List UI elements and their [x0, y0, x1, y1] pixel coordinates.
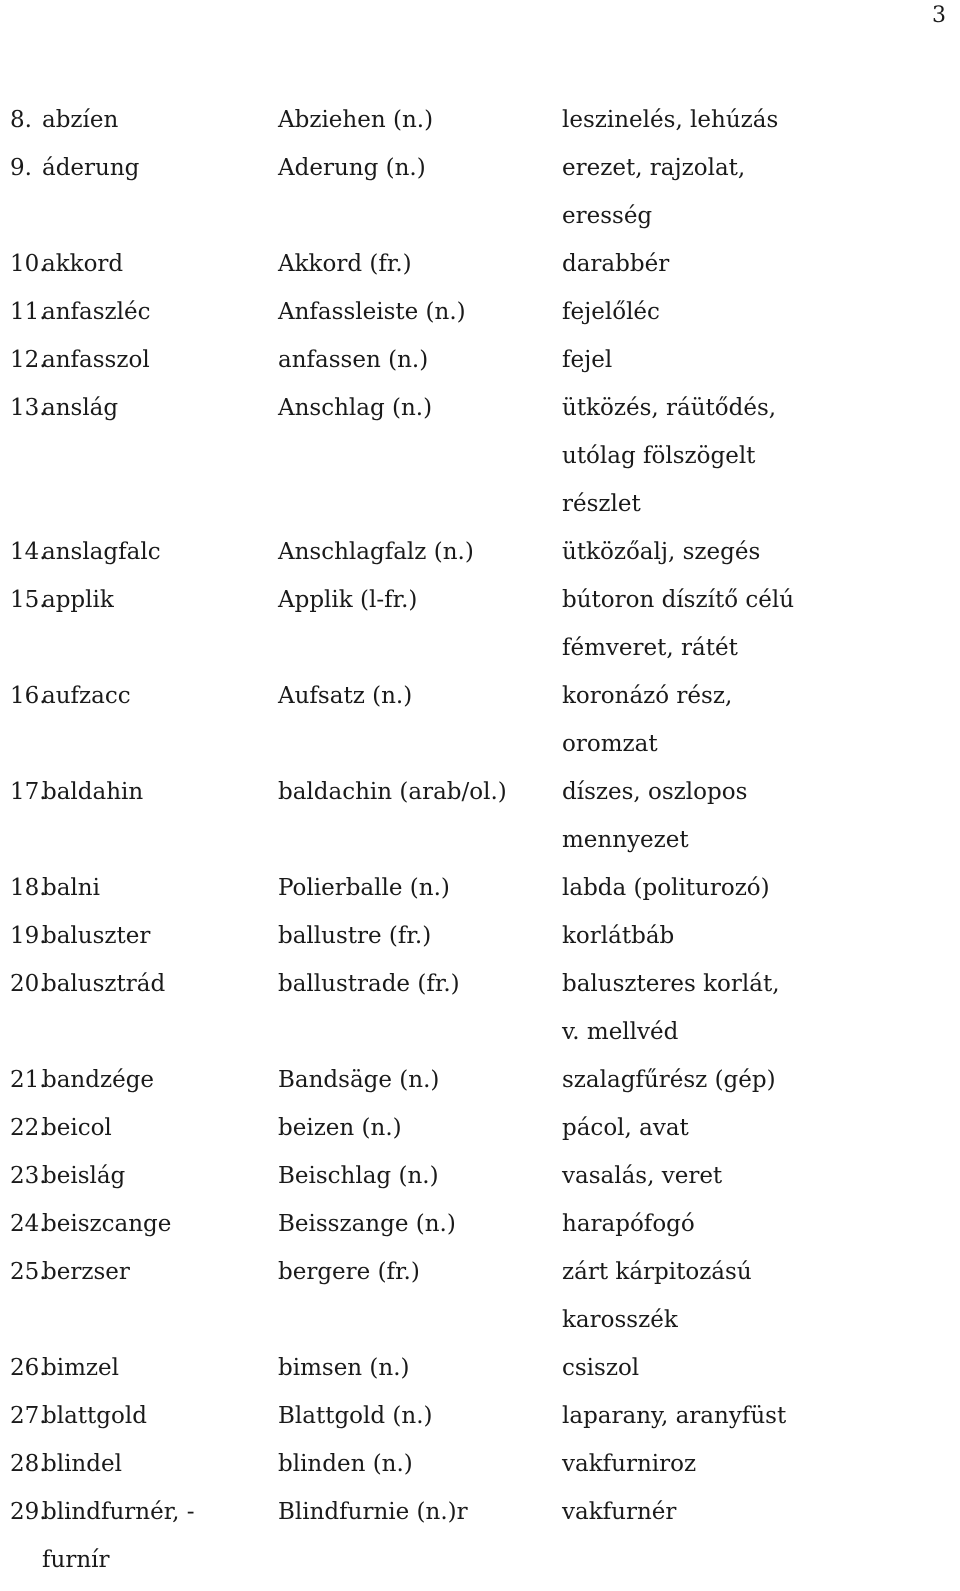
glossary-entry — [0, 1200, 960, 1248]
entry-term: blindfurnér, - — [42, 1499, 195, 1525]
entry-origin: Blattgold (n.) — [278, 1403, 433, 1429]
glossary-entry-continuation — [0, 432, 960, 480]
entry-number: 23. — [10, 1163, 47, 1189]
glossary-list — [0, 96, 960, 1584]
entry-origin: Anfassleiste (n.) — [278, 299, 466, 325]
entry-meaning: karosszék — [562, 1307, 678, 1333]
entry-number: 17. — [10, 779, 47, 805]
entry-meaning: labda (politurozó) — [562, 875, 770, 901]
entry-term: anfasszol — [42, 347, 150, 373]
entry-origin: bimsen (n.) — [278, 1355, 410, 1381]
entry-number: 10. — [10, 251, 47, 277]
entry-meaning: eresség — [562, 203, 653, 229]
glossary-entry-continuation — [0, 480, 960, 528]
glossary-entry — [0, 672, 960, 720]
entry-number: 28. — [10, 1451, 47, 1477]
entry-term: akkord — [42, 251, 124, 277]
glossary-entry — [0, 1104, 960, 1152]
entry-meaning: ütközőalj, szegés — [562, 539, 761, 565]
entry-term: baluszter — [42, 923, 151, 949]
entry-origin: Beisszange (n.) — [278, 1211, 456, 1237]
entry-meaning: szalagfűrész (gép) — [562, 1067, 776, 1093]
entry-meaning: leszinelés, lehúzás — [562, 107, 779, 133]
entry-meaning: pácol, avat — [562, 1115, 689, 1141]
entry-term: áderung — [42, 155, 140, 181]
entry-term: blattgold — [42, 1403, 147, 1429]
entry-number: 14. — [10, 539, 47, 565]
glossary-entry — [0, 1344, 960, 1392]
entry-meaning: laparany, aranyfüst — [562, 1403, 787, 1429]
glossary-entry — [0, 960, 960, 1008]
glossary-entry-continuation — [0, 1296, 960, 1344]
entry-number: 19. — [10, 923, 47, 949]
entry-meaning: vakfurniroz — [562, 1451, 697, 1477]
glossary-entry — [0, 576, 960, 624]
entry-origin: Polierballe (n.) — [278, 875, 450, 901]
entry-meaning: zárt kárpitozású — [562, 1259, 752, 1285]
entry-meaning: baluszteres korlát, — [562, 971, 780, 997]
entry-number: 27. — [10, 1403, 47, 1429]
glossary-entry — [0, 384, 960, 432]
page-number: 3 — [932, 3, 946, 28]
entry-term: anslagfalc — [42, 539, 161, 565]
entry-term: beislág — [42, 1163, 126, 1189]
entry-meaning: korlátbáb — [562, 923, 675, 949]
glossary-entry-continuation — [0, 1536, 960, 1584]
entry-number: 11. — [10, 299, 47, 325]
entry-origin: ballustre (fr.) — [278, 923, 432, 949]
entry-number: 25. — [10, 1259, 47, 1285]
entry-meaning: harapófogó — [562, 1211, 695, 1237]
entry-origin: Akkord (fr.) — [278, 251, 412, 277]
glossary-entry — [0, 1488, 960, 1536]
glossary-entry — [0, 240, 960, 288]
glossary-entry — [0, 1248, 960, 1296]
entry-number: 18. — [10, 875, 47, 901]
entry-term: balusztrád — [42, 971, 166, 997]
glossary-entry — [0, 768, 960, 816]
entry-meaning: fejelőléc — [562, 299, 660, 325]
entry-number: 16. — [10, 683, 47, 709]
entry-meaning: fejel — [562, 347, 613, 373]
entry-term: abzíen — [42, 107, 119, 133]
glossary-entry-continuation — [0, 1008, 960, 1056]
entry-meaning: v. mellvéd — [562, 1019, 679, 1045]
entry-term: berzser — [42, 1259, 130, 1285]
entry-meaning: vakfurnér — [562, 1499, 677, 1525]
entry-term: aufzacc — [42, 683, 131, 709]
entry-origin: Applik (l-fr.) — [278, 587, 418, 613]
entry-origin: Abziehen (n.) — [278, 107, 434, 133]
glossary-entry — [0, 288, 960, 336]
entry-number: 24. — [10, 1211, 47, 1237]
entry-meaning: mennyezet — [562, 827, 689, 853]
entry-number: 29. — [10, 1499, 47, 1525]
entry-meaning: ütközés, ráütődés, — [562, 395, 777, 421]
entry-meaning: darabbér — [562, 251, 670, 277]
entry-term: furnír — [42, 1547, 110, 1573]
entry-origin: Aufsatz (n.) — [278, 683, 413, 709]
glossary-entry-continuation — [0, 816, 960, 864]
entry-number: 20. — [10, 971, 47, 997]
entry-term: beiszcange — [42, 1211, 172, 1237]
entry-term: bimzel — [42, 1355, 119, 1381]
entry-meaning: csiszol — [562, 1355, 640, 1381]
entry-origin: blinden (n.) — [278, 1451, 413, 1477]
entry-meaning: erezet, rajzolat, — [562, 155, 746, 181]
entry-term: anfaszléc — [42, 299, 151, 325]
entry-number: 15. — [10, 587, 47, 613]
glossary-entry — [0, 1056, 960, 1104]
entry-number: 21. — [10, 1067, 47, 1093]
glossary-entry — [0, 96, 960, 144]
entry-origin: bergere (fr.) — [278, 1259, 420, 1285]
entry-number: 13. — [10, 395, 47, 421]
glossary-entry — [0, 1392, 960, 1440]
entry-origin: Bandsäge (n.) — [278, 1067, 440, 1093]
entry-term: balni — [42, 875, 100, 901]
entry-number: 12. — [10, 347, 47, 373]
entry-meaning: oromzat — [562, 731, 658, 757]
entry-origin: Anschlagfalz (n.) — [278, 539, 474, 565]
entry-meaning: koronázó rész, — [562, 683, 733, 709]
entry-number: 26. — [10, 1355, 47, 1381]
entry-origin: Beischlag (n.) — [278, 1163, 439, 1189]
glossary-entry-continuation — [0, 192, 960, 240]
entry-term: blindel — [42, 1451, 122, 1477]
glossary-entry-continuation — [0, 720, 960, 768]
entry-number: 22. — [10, 1115, 47, 1141]
entry-term: beicol — [42, 1115, 112, 1141]
entry-meaning: bútoron díszítő célú — [562, 587, 795, 613]
entry-term: applik — [42, 587, 114, 613]
entry-origin: anfassen (n.) — [278, 347, 429, 373]
entry-meaning: utólag fölszögelt — [562, 443, 756, 469]
entry-meaning: díszes, oszlopos — [562, 779, 748, 805]
entry-origin: baldachin (arab/ol.) — [278, 779, 507, 805]
entry-term: baldahin — [42, 779, 144, 805]
entry-meaning: fémveret, rátét — [562, 635, 738, 661]
entry-number: 9. — [10, 155, 32, 181]
glossary-entry — [0, 864, 960, 912]
glossary-entry-continuation — [0, 624, 960, 672]
glossary-entry — [0, 528, 960, 576]
glossary-entry — [0, 1152, 960, 1200]
glossary-entry — [0, 1440, 960, 1488]
glossary-entry — [0, 912, 960, 960]
entry-meaning: vasalás, veret — [562, 1163, 723, 1189]
entry-number: 8. — [10, 107, 32, 133]
glossary-entry — [0, 144, 960, 192]
entry-term: bandzége — [42, 1067, 155, 1093]
entry-origin: Anschlag (n.) — [278, 395, 433, 421]
entry-origin: Aderung (n.) — [278, 155, 426, 181]
entry-origin: ballustrade (fr.) — [278, 971, 460, 997]
glossary-entry — [0, 336, 960, 384]
entry-origin: beizen (n.) — [278, 1115, 402, 1141]
entry-term: anslág — [42, 395, 119, 421]
entry-origin: Blindfurnie (n.)r — [278, 1499, 468, 1525]
entry-meaning: részlet — [562, 491, 641, 517]
